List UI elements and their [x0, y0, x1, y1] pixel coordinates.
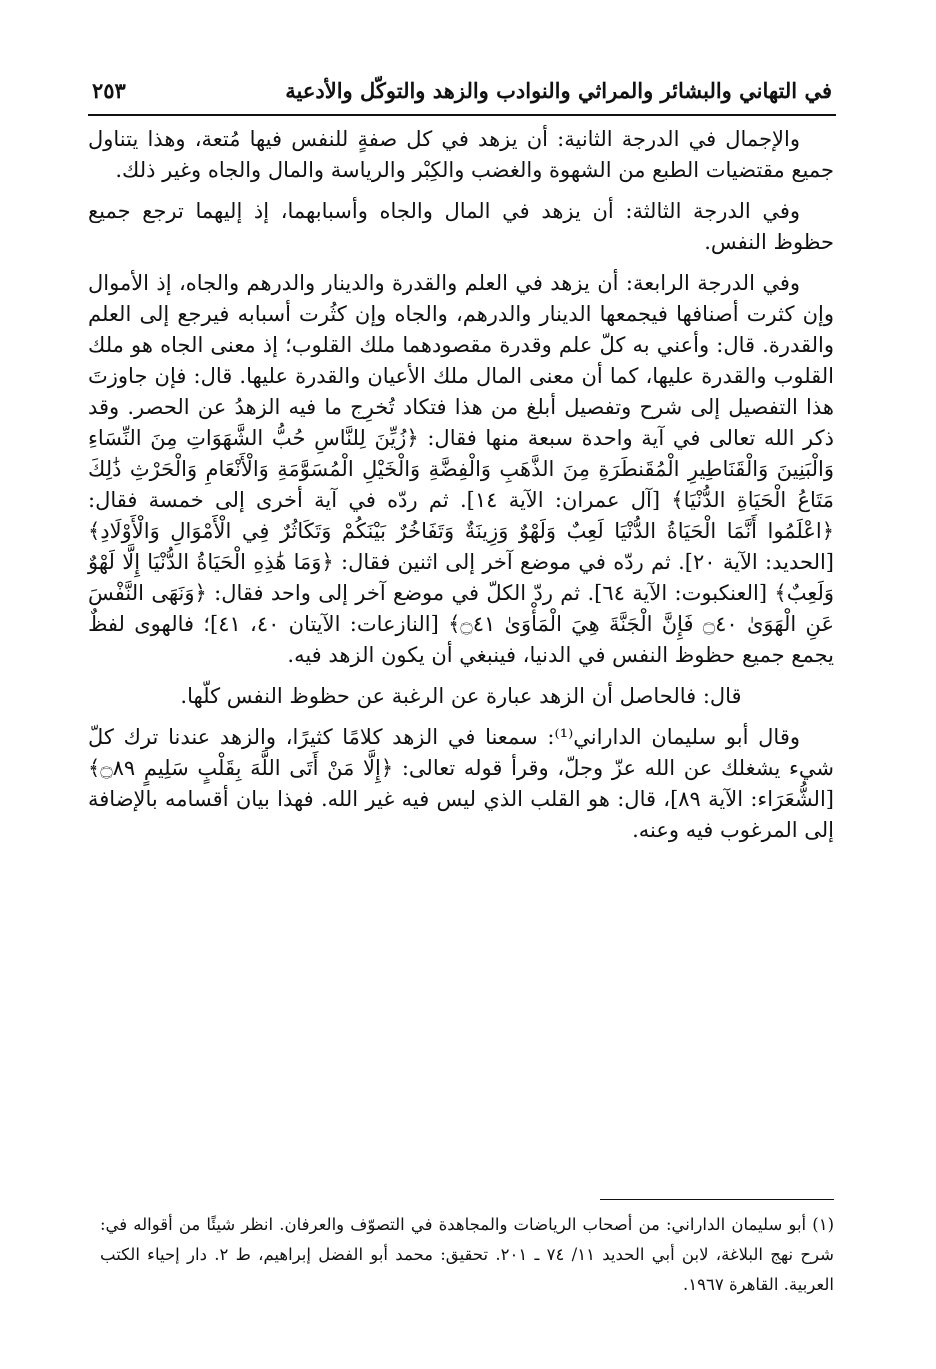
header-title: في التهاني والبشائر والمراثي والنوادب والزهد والتوكّل والأدعية [285, 77, 832, 103]
paragraph-conclusion: قال: فالحاصل أن الزهد عبارة عن الرغبة عن حظوظ النفس كلّها. [180, 684, 742, 708]
paragraph-third-degree: وفي الدرجة الثالثة: أن يزهد في المال والجاه وأسبابهما، إذ إليهما ترجع جميع حظوظ النفس. [88, 199, 834, 254]
paragraph-second-degree: والإجمال في الدرجة الثانية: أن يزهد في كل صفةٍ للنفس فيها مُتعة، وهذا يتناول جميع مقتضيات الطبع من الشهوة والغضب والكِبْر والرياسة والمال والجاه وغير ذلك. [88, 127, 834, 182]
footnote: (١) أبو سليمان الداراني: من أصحاب الرياضات والمجاهدة في التصوّف والعرفان. انظر شيئًا من أقواله في: شرح نهج البلاغة، لابن أبي الحديد ١١/ ٧٤ ـ ٢٠١. تحقيق: محمد أبو الفضل إبراهيم، ط ٢. دار إحياء الكتب العربية. القاهرة ١٩٦٧. [100, 1215, 834, 1294]
paragraph-fourth-degree: وفي الدرجة الرابعة: أن يزهد في العلم والقدرة والدينار والدرهم والجاه، إذ الأموال وإن كثرت أصنافها فيجمعها الدينار والدرهم، والجاه وإن كثُرت أسبابه فيرجع إلى العلم والقدرة. قال: وأعني به كلّ علم وقدرة مقصودهما ملك القلوب؛ إذ معنى الجاه هو ملك القلوب والقدرة عليها، كما أن معنى المال ملك الأعيان والقدرة عليها. قال: فإن جاوزتَ هذا التفصيل إلى شرح وتفصيل أبلغ من هذا فتكاد تُخرِج ما فيه الزهدُ عن الحصر. وقد ذكر الله تعالى في آية واحدة سبعة منها فقال: ﴿زُيِّنَ لِلنَّاسِ حُبُّ الشَّهَوَاتِ مِنَ النِّسَاءِ وَالْبَنِينَ وَالْقَنَاطِيرِ الْمُقَنطَرَةِ مِنَ الذَّهَبِ وَالْفِضَّةِ وَالْخَيْلِ الْمُسَوَّمَةِ وَالْأَنْعَامِ وَالْحَرْثِ ذَٰلِكَ مَتَاعُ الْحَيَاةِ الدُّنْيَا﴾ [آل عمران: الآية ١٤]. ثم ردّه في آية أخرى إلى خمسة فقال: ﴿اعْلَمُوا أَنَّمَا الْحَيَاةُ الدُّنْيَا لَعِبٌ وَلَهْوٌ وَزِينَةٌ وَتَفَاخُرٌ بَيْنَكُمْ وَتَكَاثُرٌ فِي الْأَمْوَالِ وَالْأَوْلَادِ﴾ [الحديد: الآية ٢٠]. ثم ردّه في موضع آخر إلى اثنين فقال: ﴿وَمَا هَٰذِهِ الْحَيَاةُ الدُّنْيَا إِلَّا لَهْوٌ وَلَعِبٌ﴾ [العنكبوت: الآية ٦٤]. ثم ردّ الكلّ في موضع آخر إلى واحد فقال: ﴿وَنَهَى النَّفْسَ عَنِ الْهَوَىٰ ۝٤٠ فَإِنَّ الْجَنَّةَ هِيَ الْمَأْوَىٰ ۝٤١﴾ [النازعات: الآيتان ٤٠، ٤١]؛ فالهوى لفظٌ يجمع جميع حظوظ النفس في الدنيا، فينبغي أن يكون الزهد فيه. [88, 271, 834, 667]
running-header [92, 70, 832, 110]
page-number: ٢٥٣ [92, 77, 126, 103]
body-text [88, 124, 834, 856]
header-rule [88, 114, 836, 116]
paragraph-abu-sulayman: وقال أبو سليمان الداراني⁽¹⁾: سمعنا في الزهد كلامًا كثيرًا، والزهد عندنا ترك كلّ شيء يشغلك عن الله عزّ وجلّ، وقرأ قوله تعالى: ﴿إِلَّا مَنْ أَتَى اللَّهَ بِقَلْبٍ سَلِيمٍ ۝٨٩﴾ [الشُّعَرَاء: الآية ٨٩]، قال: هو القلب الذي ليس فيه غير الله. فهذا بيان أقسامه بالإضافة إلى المرغوب فيه وعنه. [88, 725, 834, 842]
footnote-rule [600, 1199, 834, 1200]
